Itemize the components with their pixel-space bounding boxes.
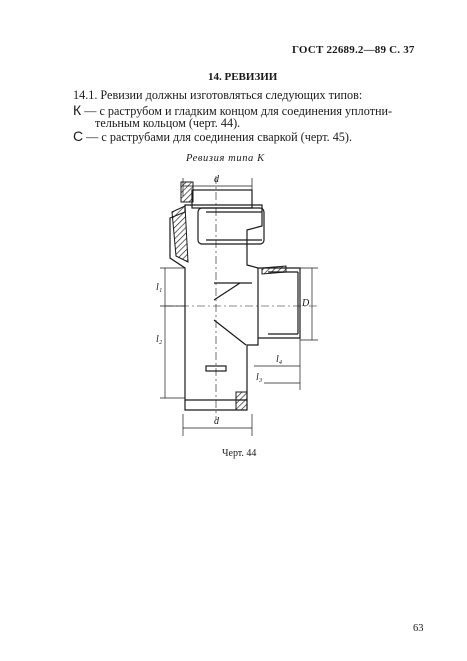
dim-label-D: D (302, 298, 310, 309)
paragraph-14-1: 14.1. Ревизии должны изготовляться следующих типов: (73, 88, 363, 102)
type-k-letter: К (73, 102, 82, 118)
seal-hatch-left (172, 206, 188, 262)
figure-caption: Черт. 44 (222, 448, 257, 459)
figure-title: Ревизия типа К (186, 153, 265, 164)
seal-hatch-branch (262, 266, 286, 274)
type-c-letter: С (73, 128, 84, 144)
page-header-standard-ref: ГОСТ 22689.2—89 С. 37 (292, 44, 415, 56)
dim-label-l3: l₃ (256, 372, 263, 383)
type-c-text: — с раструбами для соединения сваркой (черт. 45). (86, 130, 352, 144)
section-title: 14. РЕВИЗИИ (208, 71, 278, 83)
seal-hatch-bottom (236, 392, 247, 410)
tee-body-outline (170, 190, 300, 410)
type-k-text-line2: тельным кольцом (черт. 44). (95, 116, 241, 130)
page-number: 63 (413, 623, 424, 634)
center-lines (165, 176, 318, 420)
dim-label-d-bottom: d (214, 416, 219, 427)
dim-label-l4: l₄ (276, 354, 283, 365)
type-k-text-line1: — с раструбом и гладким концом для соединения уплотни- (84, 104, 393, 118)
dim-label-l2: l₂ (156, 334, 163, 345)
dim-label-d-top: d (214, 174, 219, 185)
dim-label-l1: l₁ (156, 282, 163, 293)
